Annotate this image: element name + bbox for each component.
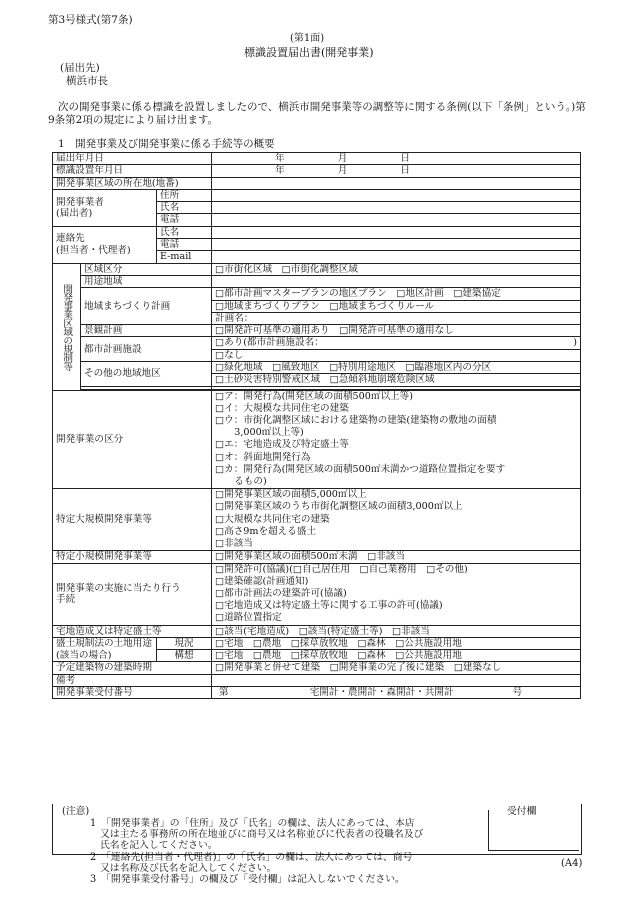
keikan-options[interactable]: □開発許可基準の適用あり □開発許可基準の適用なし — [212, 325, 581, 337]
todokede-date-field[interactable] — [212, 153, 581, 165]
form-number: 第3号様式(第7条) — [48, 14, 133, 26]
yotei-options[interactable]: □開発事業と併せて建築 □開発事業の完了後に建築 □建築なし — [212, 662, 581, 674]
jigyosha-name-field[interactable] — [212, 202, 581, 214]
dai-options[interactable]: □開発事業区域の面積5,000㎡以上 □開発事業区域のうち市街化調整区域の面積3,000㎡以上 □大規模な共同住宅の建築 □高さ9mを超える盛土 □非該当 — [212, 489, 581, 551]
kuiki-kubun-options[interactable]: □市街化区域 □市街化調整区域 — [212, 263, 581, 275]
koso-label: 構想 — [157, 650, 212, 662]
dai-label: 特定大規模開発事業等 — [53, 489, 212, 551]
setchi-date-label: 標識設置年月日 — [53, 165, 212, 177]
toshi-shisetsu-label: 都市計画施設 — [81, 337, 212, 362]
machizukuri-label: 地域まちづくり計画 — [81, 288, 212, 325]
notes-label: (注意) — [62, 806, 90, 817]
jigyosha-phone-field[interactable] — [212, 214, 581, 226]
keikan-label: 景観計画 — [81, 325, 212, 337]
area-regulation-label: 開発事業区域の規制等 — [53, 263, 81, 390]
jigyosha-address-label: 住所 — [157, 189, 212, 201]
year-label: 年 — [275, 165, 285, 177]
uketsuke-no-field[interactable]: 第 宅開計・農開計・森開計・共開計 号 — [212, 687, 581, 699]
uketsuke-ran-box[interactable] — [488, 810, 579, 851]
year-label: 年 — [275, 153, 285, 164]
contact-label: 連絡先 (担当者・代理者) — [53, 226, 157, 263]
yotei-label: 予定建築物の建築時期 — [53, 662, 212, 674]
takuchi-label: 宅地造成又は特定盛土等 — [53, 625, 212, 637]
jigyosha-label: 開発事業者 (届出者) — [53, 189, 157, 226]
contact-name-label: 氏名 — [157, 226, 212, 238]
jigyosha-address-field[interactable] — [212, 189, 581, 201]
biko-label: 備考 — [53, 674, 212, 686]
page-label: (第1面) — [290, 33, 325, 44]
overview-table — [52, 152, 581, 699]
setchi-date-field[interactable] — [212, 165, 581, 177]
recipient-label: (届出先) — [60, 62, 100, 74]
machizukuri-options-2[interactable]: □地域まちづくりプラン □地域まちづくりルール — [212, 300, 581, 312]
mori-label: 盛土規制法の土地用途 (該当の場合) — [53, 637, 157, 662]
kubun-options[interactable]: □ア：開発行為(開発区域の面積500㎡以上等) □イ：大規模な共同住宅の建築 □ウ：市街化調整区域における建築物の建築(建築物の敷地の面積 3,000㎡以上等) □エ：宅地造成及び特定盛土等 □オ：斜面地開発行為 □カ：開発行為(開発区域の面積500㎡未満かつ道路位置指定を要す るもの) — [212, 390, 581, 489]
notes-list: 1 「開発事業者」の「住所」及び「氏名」の欄は、法人にあっては、本店 又は主たる事務所の所在地並びに商号又は名称並びに代表者の役職名及び 氏名を記入してください。 2 「連絡先(担当者・代理者)」の「氏名」の欄は、法人にあっては、商号 又は名称及び氏名を記入してください。 3 「開発事業受付番号」の欄及び「受付欄」は記入しないでください。 — [90, 818, 424, 886]
row-todokede-date — [53, 153, 581, 165]
contact-phone-label: 電話 — [157, 239, 212, 251]
paper-size: (A4) — [561, 858, 583, 869]
location-field[interactable] — [212, 177, 581, 189]
uketsuke-ran-label: 受付欄 — [507, 806, 537, 817]
jisshi-options[interactable]: □開発許可(協議)(□自己居住用 □自己業務用 □その他) □建築確認(計画通知) □都市計画法の建築許可(協議) □宅地造成又は特定盛土等に関する工事の許可(協議) □道路位置指定 — [212, 563, 581, 625]
jigyosha-name-label: 氏名 — [157, 202, 212, 214]
takuchi-options[interactable]: □該当(宅地造成) □該当(特定盛土等) □非該当 — [212, 625, 581, 637]
contact-phone-field[interactable] — [212, 239, 581, 251]
sho-label: 特定小規模開発事業等 — [53, 551, 212, 563]
day-label: 日 — [400, 165, 410, 177]
biko-field[interactable] — [212, 674, 581, 686]
section1-title: 1 開発事業及び開発事業に係る手続等の概要 — [58, 138, 275, 150]
contact-email-label: E-mail — [157, 251, 212, 263]
intro-text: 次の開発事業に係る標識を設置しましたので、横浜市開発事業等の調整等に関する条例(以下「条例」という。)第9条第2項の規定により届け出ます。 — [48, 101, 586, 126]
row-location — [53, 177, 581, 189]
uketsuke-no-label: 開発事業受付番号 — [53, 687, 212, 699]
yoto-field[interactable] — [212, 275, 581, 287]
contact-name-field[interactable] — [212, 226, 581, 238]
day-label: 日 — [400, 153, 410, 164]
sho-options[interactable]: □開発事業区域の面積500㎡未満 □非該当 — [212, 551, 581, 563]
sonota-options-2[interactable]: □土砂災害特別警戒区域 □急傾斜地崩壊危険区域 — [212, 374, 581, 386]
page-title: 標識設置届出書(開発事業) — [244, 46, 374, 59]
row-setchi-date — [53, 165, 581, 177]
machizukuri-plan-name[interactable]: 計画名： — [212, 312, 581, 324]
koso-options[interactable]: □宅地 □農地 □採草放牧地 □森林 □公共施設用地 — [212, 650, 581, 662]
sonota-options-1[interactable]: □緑化地域 □風致地区 □特別用途地区 □臨港地区内の分区 — [212, 362, 581, 374]
genkyo-label: 現況 — [157, 637, 212, 649]
recipient: 横浜市長 — [66, 75, 108, 87]
location-label: 開発事業区域の所在地(地番) — [53, 177, 212, 189]
kubun-label: 開発事業の区分 — [53, 390, 212, 489]
genkyo-options[interactable]: □宅地 □農地 □採草放牧地 □森林 □公共施設用地 — [212, 637, 581, 649]
yoto-label: 用途地域 — [81, 275, 212, 287]
jisshi-label: 開発事業の実施に当たり行う 手続 — [53, 563, 212, 625]
sonota-label: その他の地域地区 — [81, 362, 212, 387]
kuiki-kubun-label: 区域区分 — [81, 263, 212, 275]
machizukuri-options-1[interactable]: □都市計画マスタープランの地区プラン □地区計画 □建築協定 — [212, 288, 581, 300]
month-label: 月 — [337, 153, 348, 164]
contact-email-field[interactable] — [212, 251, 581, 263]
toshi-shisetsu-nashi[interactable]: □なし — [212, 349, 581, 361]
todokede-date-label: 届出年月日 — [53, 153, 212, 165]
month-label: 月 — [337, 165, 348, 177]
jigyosha-phone-label: 電話 — [157, 214, 212, 226]
toshi-shisetsu-ari[interactable]: □あり(都市計画施設名： ) — [212, 337, 581, 349]
